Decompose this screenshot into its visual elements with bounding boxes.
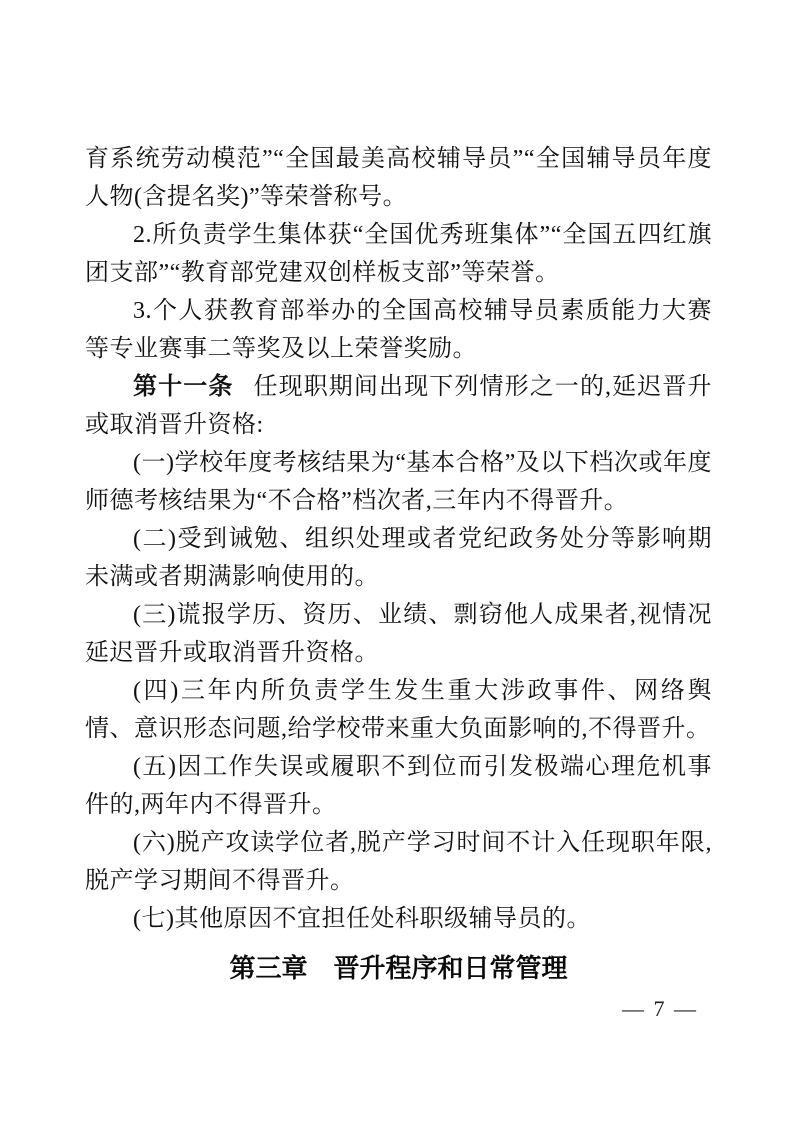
page-body	[85, 140, 712, 988]
page-number: — 7 —	[622, 996, 698, 1021]
paragraph-clause-4	[85, 672, 712, 748]
paragraph-continuation	[85, 140, 712, 216]
paragraph-text: 育系统劳动模范”“全国最美高校辅导员”“全国辅导员年度人物(含提名奖)”等荣誉称号。	[85, 146, 712, 210]
paragraph-clause-5	[85, 748, 712, 824]
paragraph-clause-2	[85, 520, 712, 596]
paragraph-text: 3.个人获教育部举办的全国高校辅导员素质能力大赛等专业赛事二等奖及以上荣誉奖励。	[85, 298, 712, 362]
paragraph-clause-6	[85, 824, 712, 900]
paragraph-item-2	[85, 216, 712, 292]
paragraph-text: (五)因工作失误或履职不到位而引发极端心理危机事件的,两年内不得晋升。	[85, 754, 712, 818]
paragraph-text: (三)谎报学历、资历、业绩、剽窃他人成果者,视情况延迟晋升或取消晋升资格。	[85, 602, 712, 666]
paragraph-item-3	[85, 292, 712, 368]
paragraph-article-11	[85, 368, 712, 444]
paragraph-clause-1	[85, 444, 712, 520]
paragraph-text: (四)三年内所负责学生发生重大涉政事件、网络舆情、意识形态问题,给学校带来重大负面影响的,不得晋升。	[85, 678, 712, 742]
paragraph-text: 2.所负责学生集体获“全国优秀班集体”“全国五四红旗团支部”“教育部党建双创样板支部”等荣誉。	[85, 222, 712, 286]
chapter-heading: 第三章 晋升程序和日常管理	[229, 953, 568, 983]
paragraph-text: (六)脱产攻读学位者,脱产学习时间不计入任现职年限,脱产学习期间不得晋升。	[85, 830, 712, 894]
paragraph-text: (七)其他原因不宜担任处科职级辅导员的。	[133, 906, 591, 932]
paragraph-clause-7	[85, 900, 712, 938]
paragraph-text: (一)学校年度考核结果为“基本合格”及以下档次或年度师德考核结果为“不合格”档次者,三年内不得晋升。	[85, 450, 712, 514]
article-number-label: 第十一条	[133, 373, 234, 400]
paragraph-clause-3	[85, 596, 712, 672]
paragraph-text: 任现职期间出现下列情形之一的,延迟晋升或取消晋升资格:	[85, 374, 713, 438]
paragraph-text: (二)受到诫勉、组织处理或者党纪政务处分等影响期未满或者期满影响使用的。	[85, 526, 712, 590]
